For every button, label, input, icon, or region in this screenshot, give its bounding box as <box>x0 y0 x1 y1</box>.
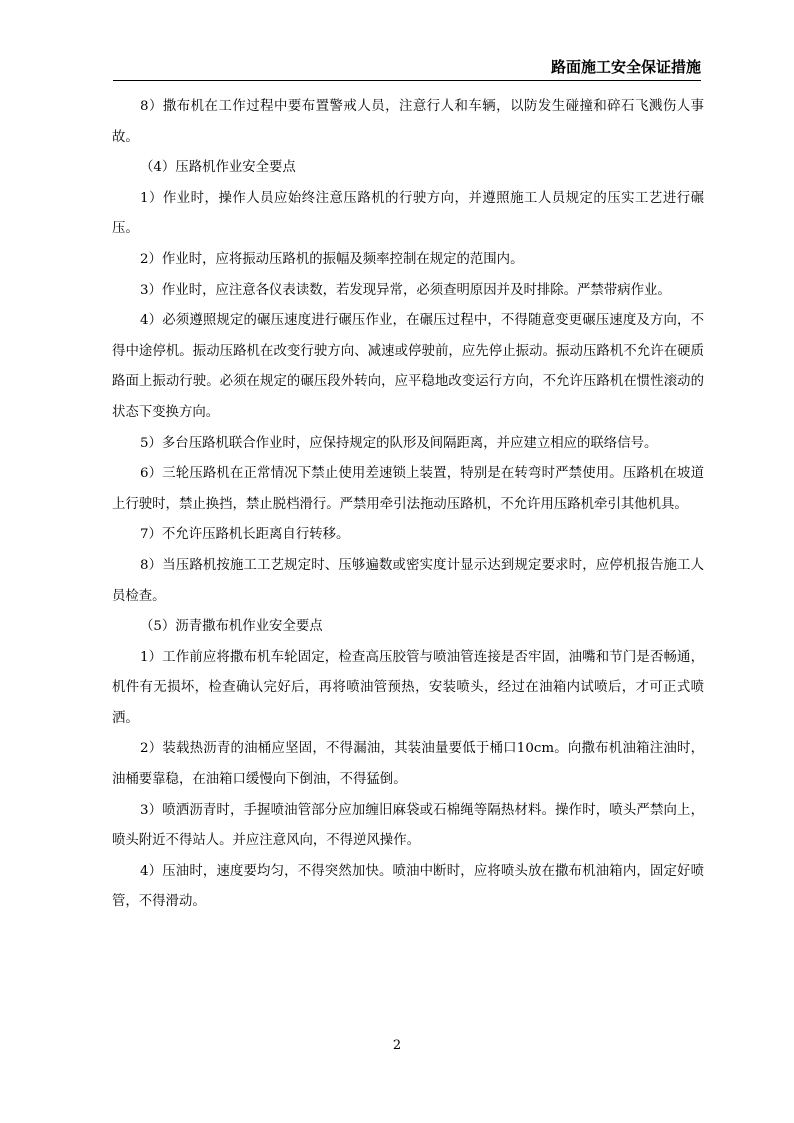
paragraph: 1）工作前应将撒布机车轮固定，检查高压胶管与喷油管连接是否牢固，油嘴和节门是否畅通，机件有无损坏，检查确认完好后，再将喷油管预热，安装喷头，经过在油箱内试喷后，才可正式喷洒。 <box>112 649 704 726</box>
paragraph: 2）装载热沥青的油桶应坚固，不得漏油，其装油量要低于桶口10cm。向撒布机油箱注油时，油桶要靠稳，在油箱口缓慢向下倒油，不得猛倒。 <box>112 741 704 788</box>
page-header <box>113 52 701 81</box>
document-body <box>112 92 704 918</box>
paragraph: 4）必须遵照规定的碾压速度进行碾压作业，在碾压过程中，不得随意变更碾压速度及方向，不得中途停机。振动压路机在改变行驶方向、减速或停驶前，应先停止振动。振动压路机不允许在硬质路面上振动行驶。必须在规定的碾压段外转向，应平稳地改变运行方向，不允许压路机在惯性滚动的状态下变换方向。 <box>112 313 704 420</box>
paragraph: 6）三轮压路机在正常情况下禁止使用差速锁上装置，特别是在转弯时严禁使用。压路机在坡道上行驶时，禁止换挡，禁止脱档滑行。严禁用牵引法拖动压路机，不允许用压路机牵引其他机具。 <box>112 466 704 512</box>
paragraph: 2）作业时，应将振动压路机的振幅及频率控制在规定的范围内。 <box>140 251 524 267</box>
section-heading: （5）沥青撒布机作业安全要点 <box>140 619 323 635</box>
paragraph: 8）撒布机在工作过程中要布置警戒人员，注意行人和车辆，以防发生碰撞和碎石飞溅伤人事故。 <box>112 99 704 145</box>
paragraph: 8）当压路机按施工工艺规定时、压够遍数或密实度计显示达到规定要求时，应停机报告施工人员检查。 <box>112 557 704 604</box>
paragraph: 4）压油时，速度要均匀，不得突然加快。喷油中断时，应将喷头放在撒布机油箱内，固定好喷管，不得滑动。 <box>112 863 704 910</box>
section-heading: （4）压路机作业安全要点 <box>140 160 296 176</box>
paragraph: 3）喷洒沥青时，手握喷油管部分应加缠旧麻袋或石棉绳等隔热材料。操作时，喷头严禁向上，喷头附近不得站人。并应注意风向，不得逆风操作。 <box>112 802 704 849</box>
paragraph: 5）多台压路机联合作业时，应保持规定的队形及间隔距离，并应建立相应的联络信号。 <box>140 435 658 451</box>
paragraph: 3）作业时，应注意各仪表读数，若发现异常，必须查明原因并及时排除。严禁带病作业。 <box>140 282 671 298</box>
page-number: 2 <box>392 1038 402 1053</box>
header-title: 路面施工安全保证措施 <box>550 58 701 76</box>
paragraph: 1）作业时，操作人员应始终注意压路机的行驶方向，并遵照施工人员规定的压实工艺进行碾压。 <box>112 190 704 237</box>
paragraph: 7）不允许压路机长距离自行转移。 <box>140 527 350 543</box>
